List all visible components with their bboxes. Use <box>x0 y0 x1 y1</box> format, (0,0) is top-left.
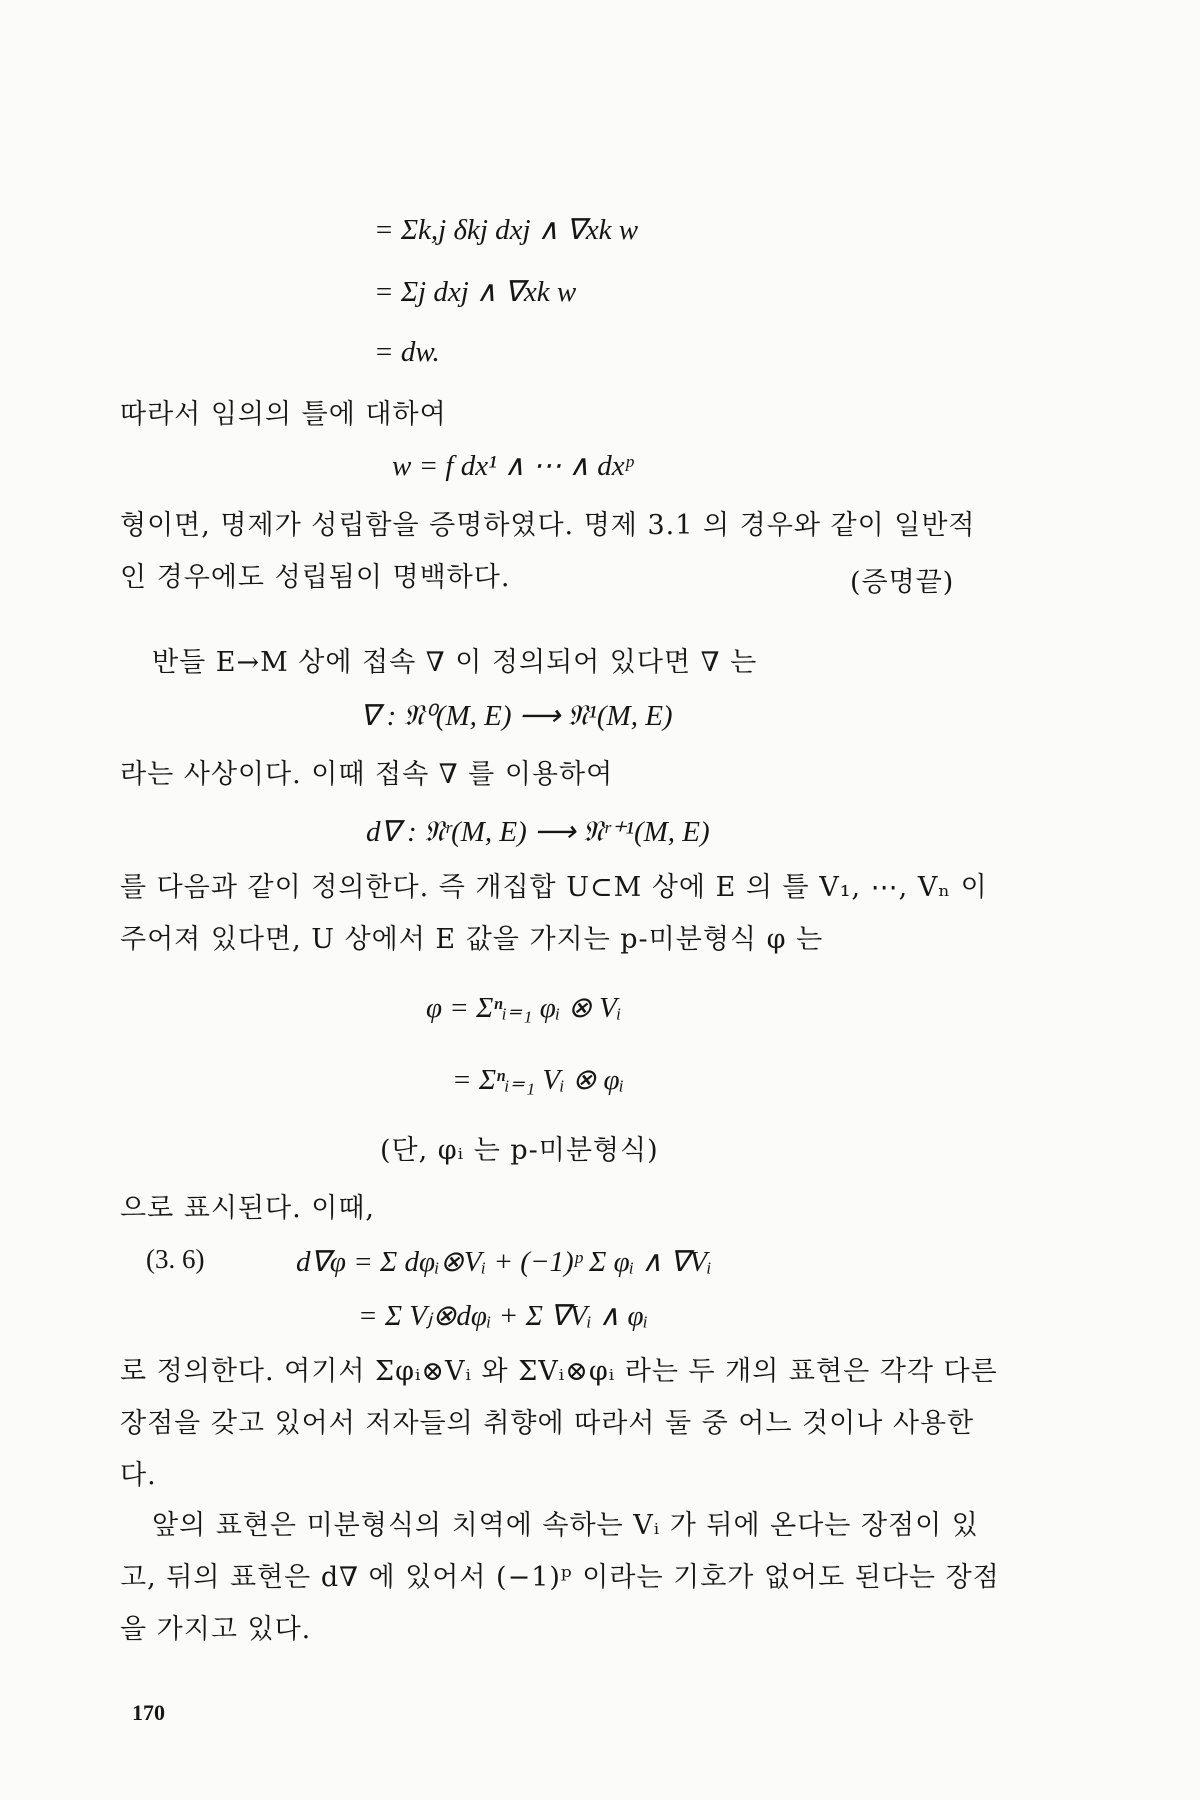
page-number: 170 <box>132 1700 165 1725</box>
paragraph-notation <box>120 1346 1000 1502</box>
paragraph-notation-text: 로 정의한다. 여기서 Σφᵢ⊗Vᵢ 와 ΣVᵢ⊗φᵢ 라는 두 개의 표현은 각각 다른 장점을 갖고 있어서 저자들의 취향에 따라서 둘 중 어느 것이나 사용한다. <box>120 1356 998 1491</box>
paragraph-advantages-text: 앞의 표현은 미분형식의 치역에 속하는 Vᵢ 가 뒤에 온다는 장점이 있고, 뒤의 표현은 d∇ 에 있어서 (−1)ᵖ 이라는 기호가 없어도 된다는 장점을 가지고 있다. <box>120 1510 1000 1645</box>
proof-end-mark: (증명끝) <box>850 567 955 598</box>
text-line-bundle: 반들 E→M 상에 접속 ∇ 이 정의되어 있다면 ∇ 는 <box>152 647 758 678</box>
paragraph-proof-text: 형이면, 명제가 성립함을 증명하였다. 명제 3.1 의 경우와 같이 일반적인 경우에도 성립됨이 명백하다. <box>120 510 976 593</box>
equation-nabla-map: ∇ : 𝔑⁰(M, E) ⟶ 𝔑¹(M, E) <box>360 700 673 732</box>
equation-3-6-line-1: d∇φ = Σ dφᵢ⊗Vᵢ + (−1)ᵖ Σ φᵢ ∧ ∇Vᵢ <box>296 1246 712 1278</box>
equation-number: (3. 6) <box>146 1244 205 1274</box>
equation-phi-2: = Σⁿᵢ₌₁ Vᵢ ⊗ φᵢ <box>452 1064 625 1096</box>
equation-w: w = f dx¹ ∧ ⋯ ∧ dxᵖ <box>392 450 633 482</box>
text-line-mapping: 라는 사상이다. 이때 접속 ∇ 를 이용하여 <box>120 759 614 790</box>
text-line-represented: 으로 표시된다. 이때, <box>120 1193 375 1224</box>
equation-phi-1: φ = Σⁿᵢ₌₁ φᵢ ⊗ Vᵢ <box>426 992 622 1024</box>
paragraph-advantages <box>120 1500 1000 1656</box>
equation-3-6-line-2: = Σ Vⱼ⊗dφᵢ + Σ ∇Vᵢ ∧ φᵢ <box>358 1300 649 1332</box>
equation-d-nabla: d∇ : 𝔑ʳ(M, E) ⟶ 𝔑ʳ⁺¹(M, E) <box>366 816 710 848</box>
paragraph-definition <box>120 862 1000 966</box>
equation-line-3: = dw. <box>374 336 440 368</box>
text-line-framing: 따라서 임의의 틀에 대하여 <box>120 399 447 430</box>
paragraph-definition-text: 를 다음과 같이 정의한다. 즉 개집합 U⊂M 상에 E 의 틀 V₁, ⋯, Vₙ 이 주어져 있다면, U 상에서 E 값을 가지는 p-미분형식 φ 는 <box>120 872 988 955</box>
equation-line-1: = Σk,j δkj dxj ∧ ∇xk w <box>374 214 639 246</box>
equation-line-2: = Σj dxj ∧ ∇xk w <box>374 276 577 308</box>
equation-condition: (단, φᵢ 는 p-미분형식) <box>380 1135 659 1166</box>
